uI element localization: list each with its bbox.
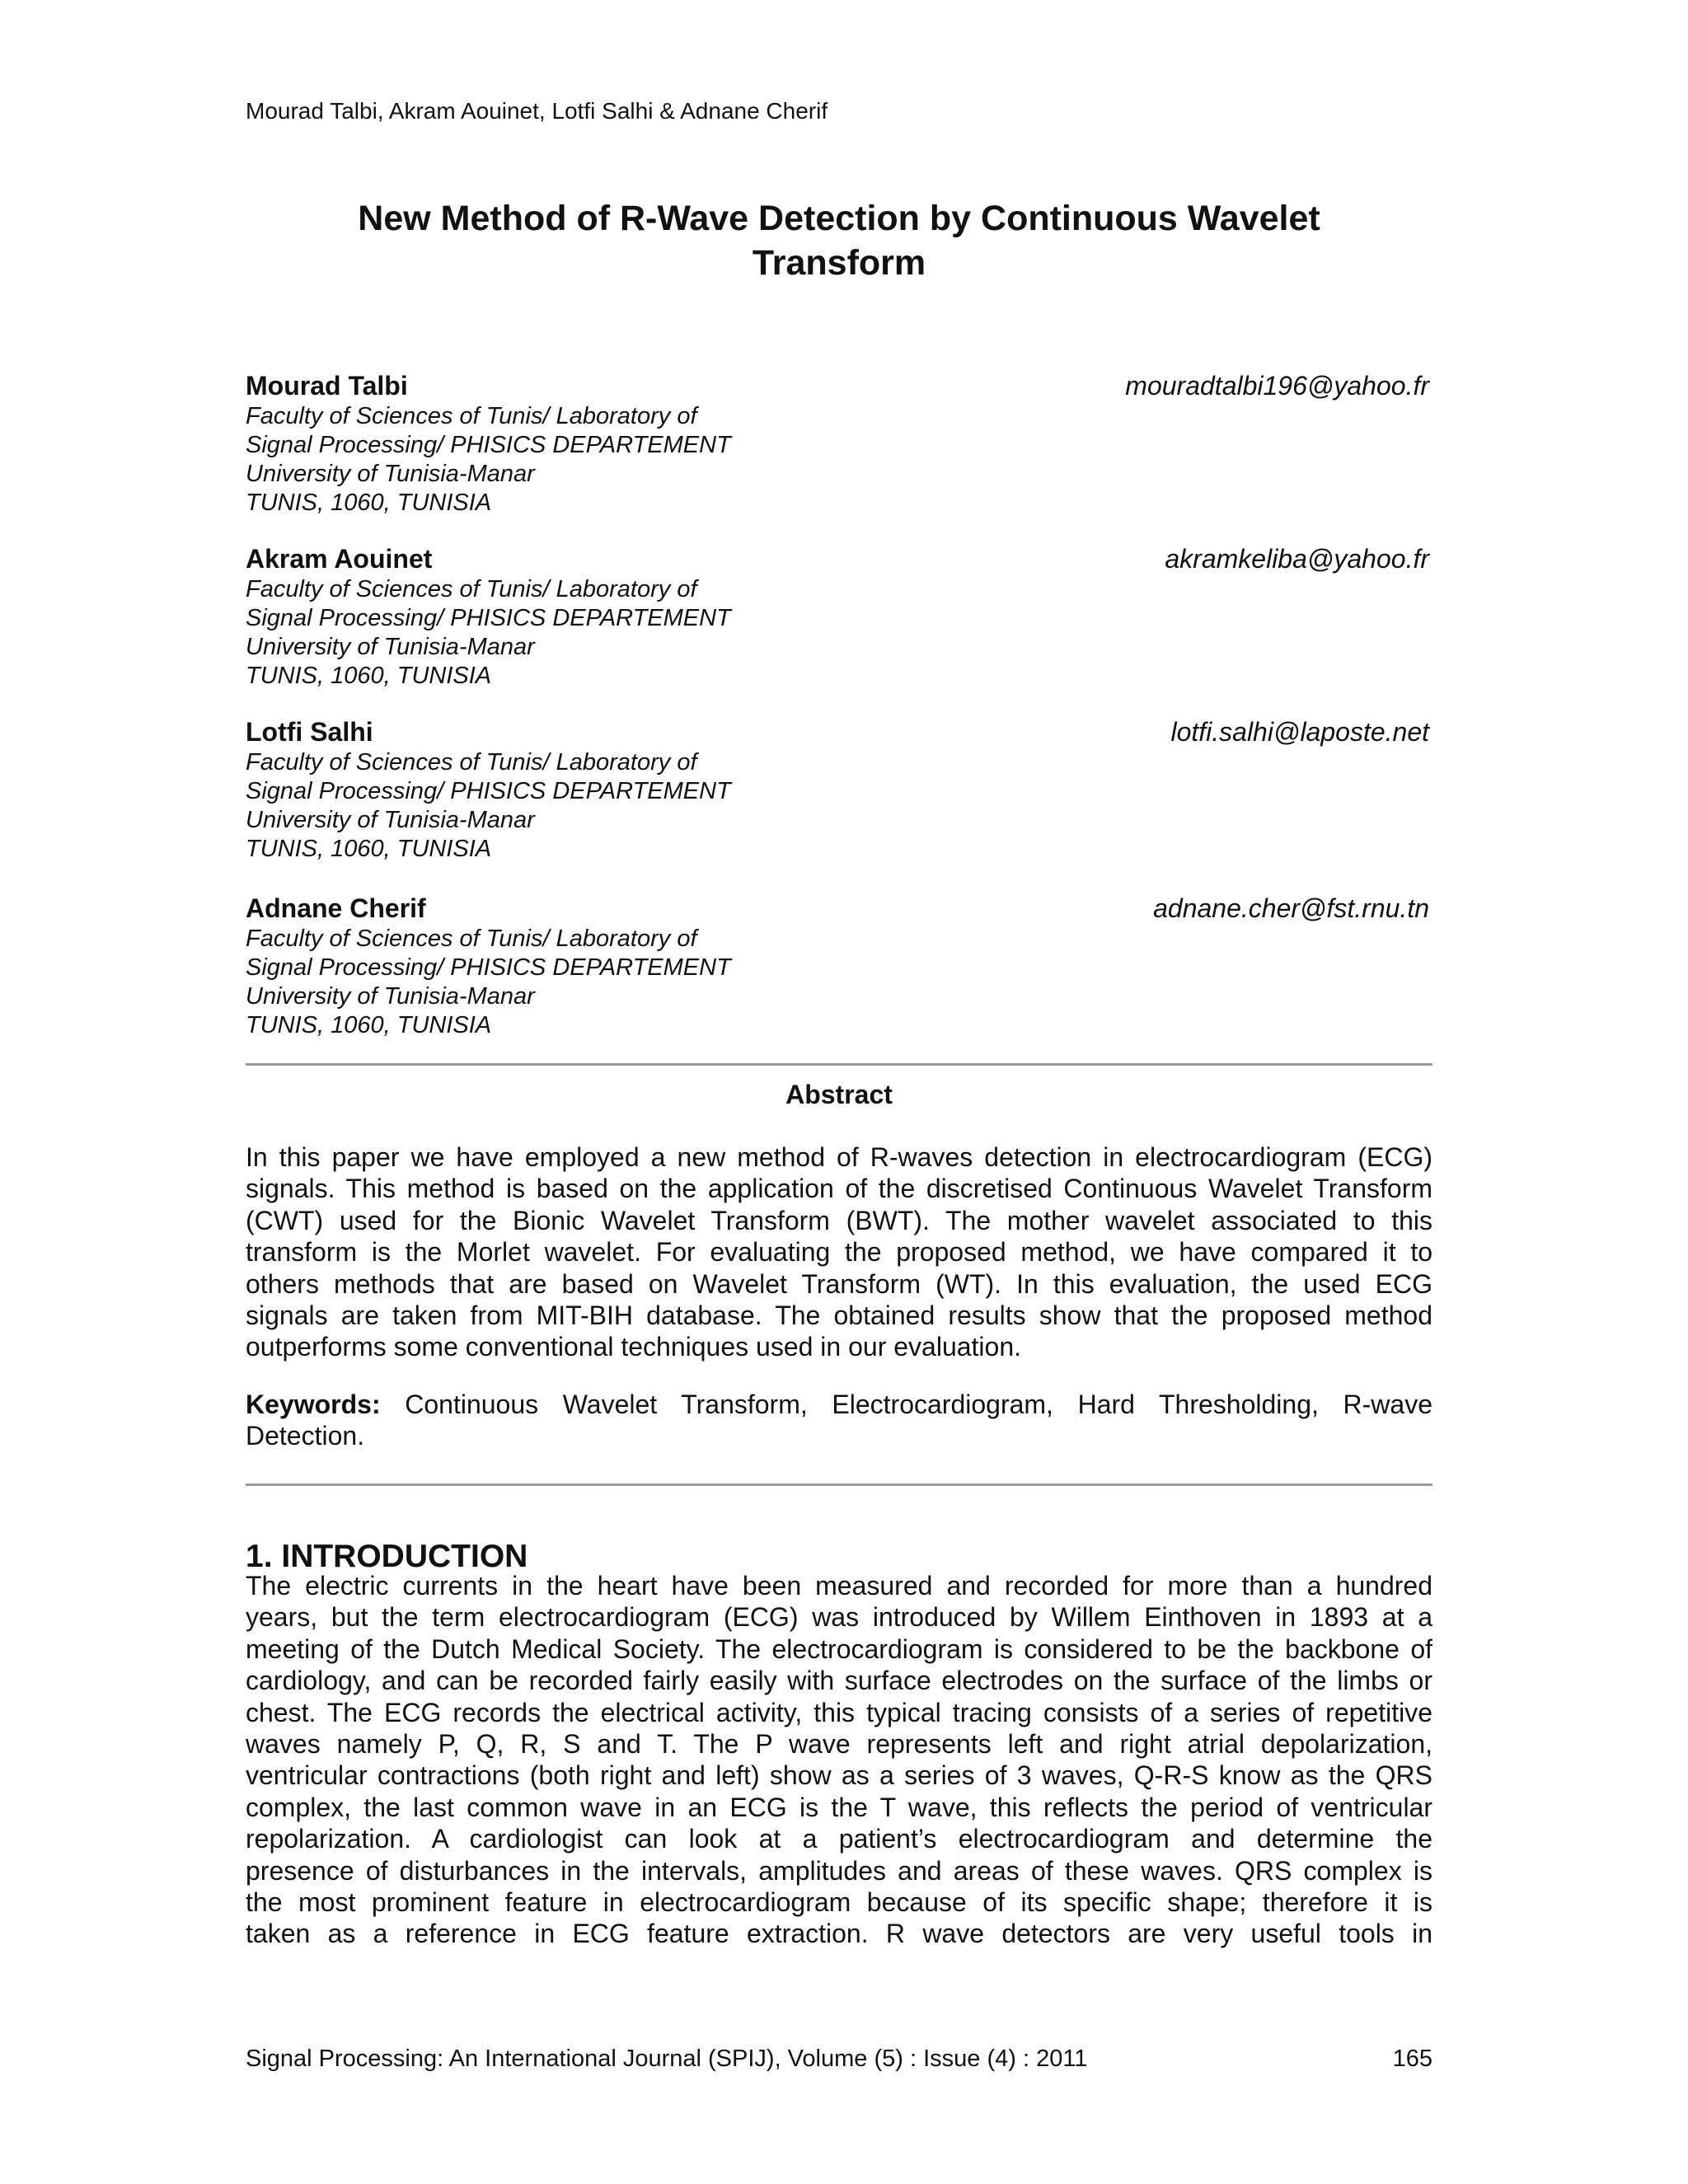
affiliation-line: University of Tunisia-Manar [246, 634, 535, 660]
running-header: Mourad Talbi, Akram Aouinet, Lotfi Salhi & Adnane Cherif [246, 98, 828, 124]
title-line: Transform [752, 243, 926, 283]
text-line: meeting of the Dutch Medical Society. The electrocardiogram is considered to be the backbone of [246, 1633, 1432, 1664]
paper-title [246, 196, 1432, 285]
text-line: (CWT) used for the Bionic Wavelet Transform (BWT). The mother wavelet associated to this [246, 1205, 1432, 1235]
affiliation-line: Faculty of Sciences of Tunis/ Laboratory of [246, 576, 697, 602]
text-line: chest. The ECG records the electrical activity, this typical tracing consists of a series of repetitive [246, 1697, 1432, 1727]
text-line: transform is the Morlet wavelet. For evaluating the proposed method, we have compared it to [246, 1237, 1432, 1268]
text-line: presence of disturbances in the intervals, amplitudes and areas of these waves. QRS complex is [246, 1855, 1432, 1886]
author-name: Lotfi Salhi [246, 717, 373, 747]
author-block [246, 542, 1432, 691]
text-line: cardiology, and can be recorded fairly easily with surface electrodes on the surface of the limbs or [246, 1666, 1432, 1696]
text-line: others methods that are based on Wavelet Transform (WT). In this evaluation, the used ECG [246, 1268, 1432, 1299]
text-line: waves namely P, Q, R, S and T. The P wave represents left and right atrial depolarization, [246, 1729, 1432, 1760]
text-line: In this paper we have employed a new method of R-waves detection in electrocardiogram (ECG) [246, 1142, 1432, 1172]
author-name: Akram Aouinet [246, 544, 433, 574]
affiliation-line: TUNIS, 1060, TUNISIA [246, 663, 492, 689]
text-line: the most prominent feature in electrocardiogram because of its specific shape; therefore it is [246, 1887, 1432, 1918]
affiliation-line: Signal Processing/ PHISICS DEPARTEMENT [246, 432, 731, 458]
text-line: taken as a reference in ECG feature extraction. R wave detectors are very useful tools in [246, 1919, 1432, 1949]
affiliation-line: University of Tunisia-Manar [246, 807, 535, 833]
affiliation-line: University of Tunisia-Manar [246, 461, 535, 487]
title-line: New Method of R-Wave Detection by Continuous Wavelet [358, 199, 1320, 238]
abstract-heading: Abstract [785, 1080, 893, 1109]
affiliation-line: Signal Processing/ PHISICS DEPARTEMENT [246, 778, 731, 804]
author-block [246, 715, 1432, 864]
author-name: Adnane Cherif [246, 893, 426, 923]
affiliation-line: University of Tunisia-Manar [246, 983, 535, 1010]
author-block [246, 369, 1432, 518]
text-line: signals. This method is based on the application of the discretised Continuous Wavelet Transform [246, 1174, 1432, 1204]
text-line: The electric currents in the heart have been measured and recorded for more than a hundred [246, 1571, 1432, 1601]
author-email: mouradtalbi196@yahoo.fr [1125, 371, 1429, 401]
text-line: outperforms some conventional techniques used in our evaluation. [246, 1332, 1022, 1362]
text-line: ventricular contractions (both right and left) show as a series of 3 waves, Q-R-S know as the QRS [246, 1760, 1432, 1791]
affiliation-line: TUNIS, 1060, TUNISIA [246, 490, 492, 516]
keywords-list: Continuous Wavelet Transform, Electrocardiogram, Hard Thresholding, R-wave [405, 1390, 1433, 1419]
text-line: complex, the last common wave in an ECG is the T wave, this reflects the period of ventricular [246, 1792, 1432, 1822]
affiliation-line: Faculty of Sciences of Tunis/ Laboratory of [246, 749, 697, 776]
author-name: Mourad Talbi [246, 371, 408, 401]
affiliation-line: Signal Processing/ PHISICS DEPARTEMENT [246, 605, 731, 631]
keywords [246, 1389, 1432, 1452]
keywords-line [246, 1389, 1432, 1420]
affiliation-line: Faculty of Sciences of Tunis/ Laboratory of [246, 926, 697, 952]
text-line: years, but the term electrocardiogram (ECG) was introduced by Willem Einthoven in 1893 at a [246, 1602, 1432, 1633]
author-email: lotfi.salhi@laposte.net [1170, 717, 1429, 747]
keywords-line: Detection. [246, 1421, 365, 1451]
author-email: adnane.cher@fst.rnu.tn [1153, 893, 1429, 923]
keywords-label: Keywords: [246, 1390, 381, 1419]
text-line: repolarization. A cardiologist can look at a patient’s electrocardiogram and determine the [246, 1824, 1432, 1854]
affiliation-line: Faculty of Sciences of Tunis/ Laboratory of [246, 403, 697, 429]
affiliation-line: Signal Processing/ PHISICS DEPARTEMENT [246, 954, 731, 981]
page-number: 165 [1392, 2046, 1432, 2072]
text-line: signals are taken from MIT-BIH database. The obtained results show that the proposed method [246, 1301, 1432, 1331]
footer-journal: Signal Processing: An International Journal (SPIJ), Volume (5) : Issue (4) : 2011 [246, 2046, 1088, 2072]
introduction-text [246, 1570, 1432, 1950]
divider [246, 1483, 1432, 1486]
divider [246, 1063, 1432, 1066]
abstract-text [246, 1141, 1432, 1363]
author-block [246, 892, 1432, 1040]
affiliation-line: TUNIS, 1060, TUNISIA [246, 1012, 492, 1038]
affiliation-line: TUNIS, 1060, TUNISIA [246, 836, 492, 862]
section-heading: 1. INTRODUCTION [246, 1539, 528, 1574]
author-email: akramkeliba@yahoo.fr [1165, 544, 1429, 574]
